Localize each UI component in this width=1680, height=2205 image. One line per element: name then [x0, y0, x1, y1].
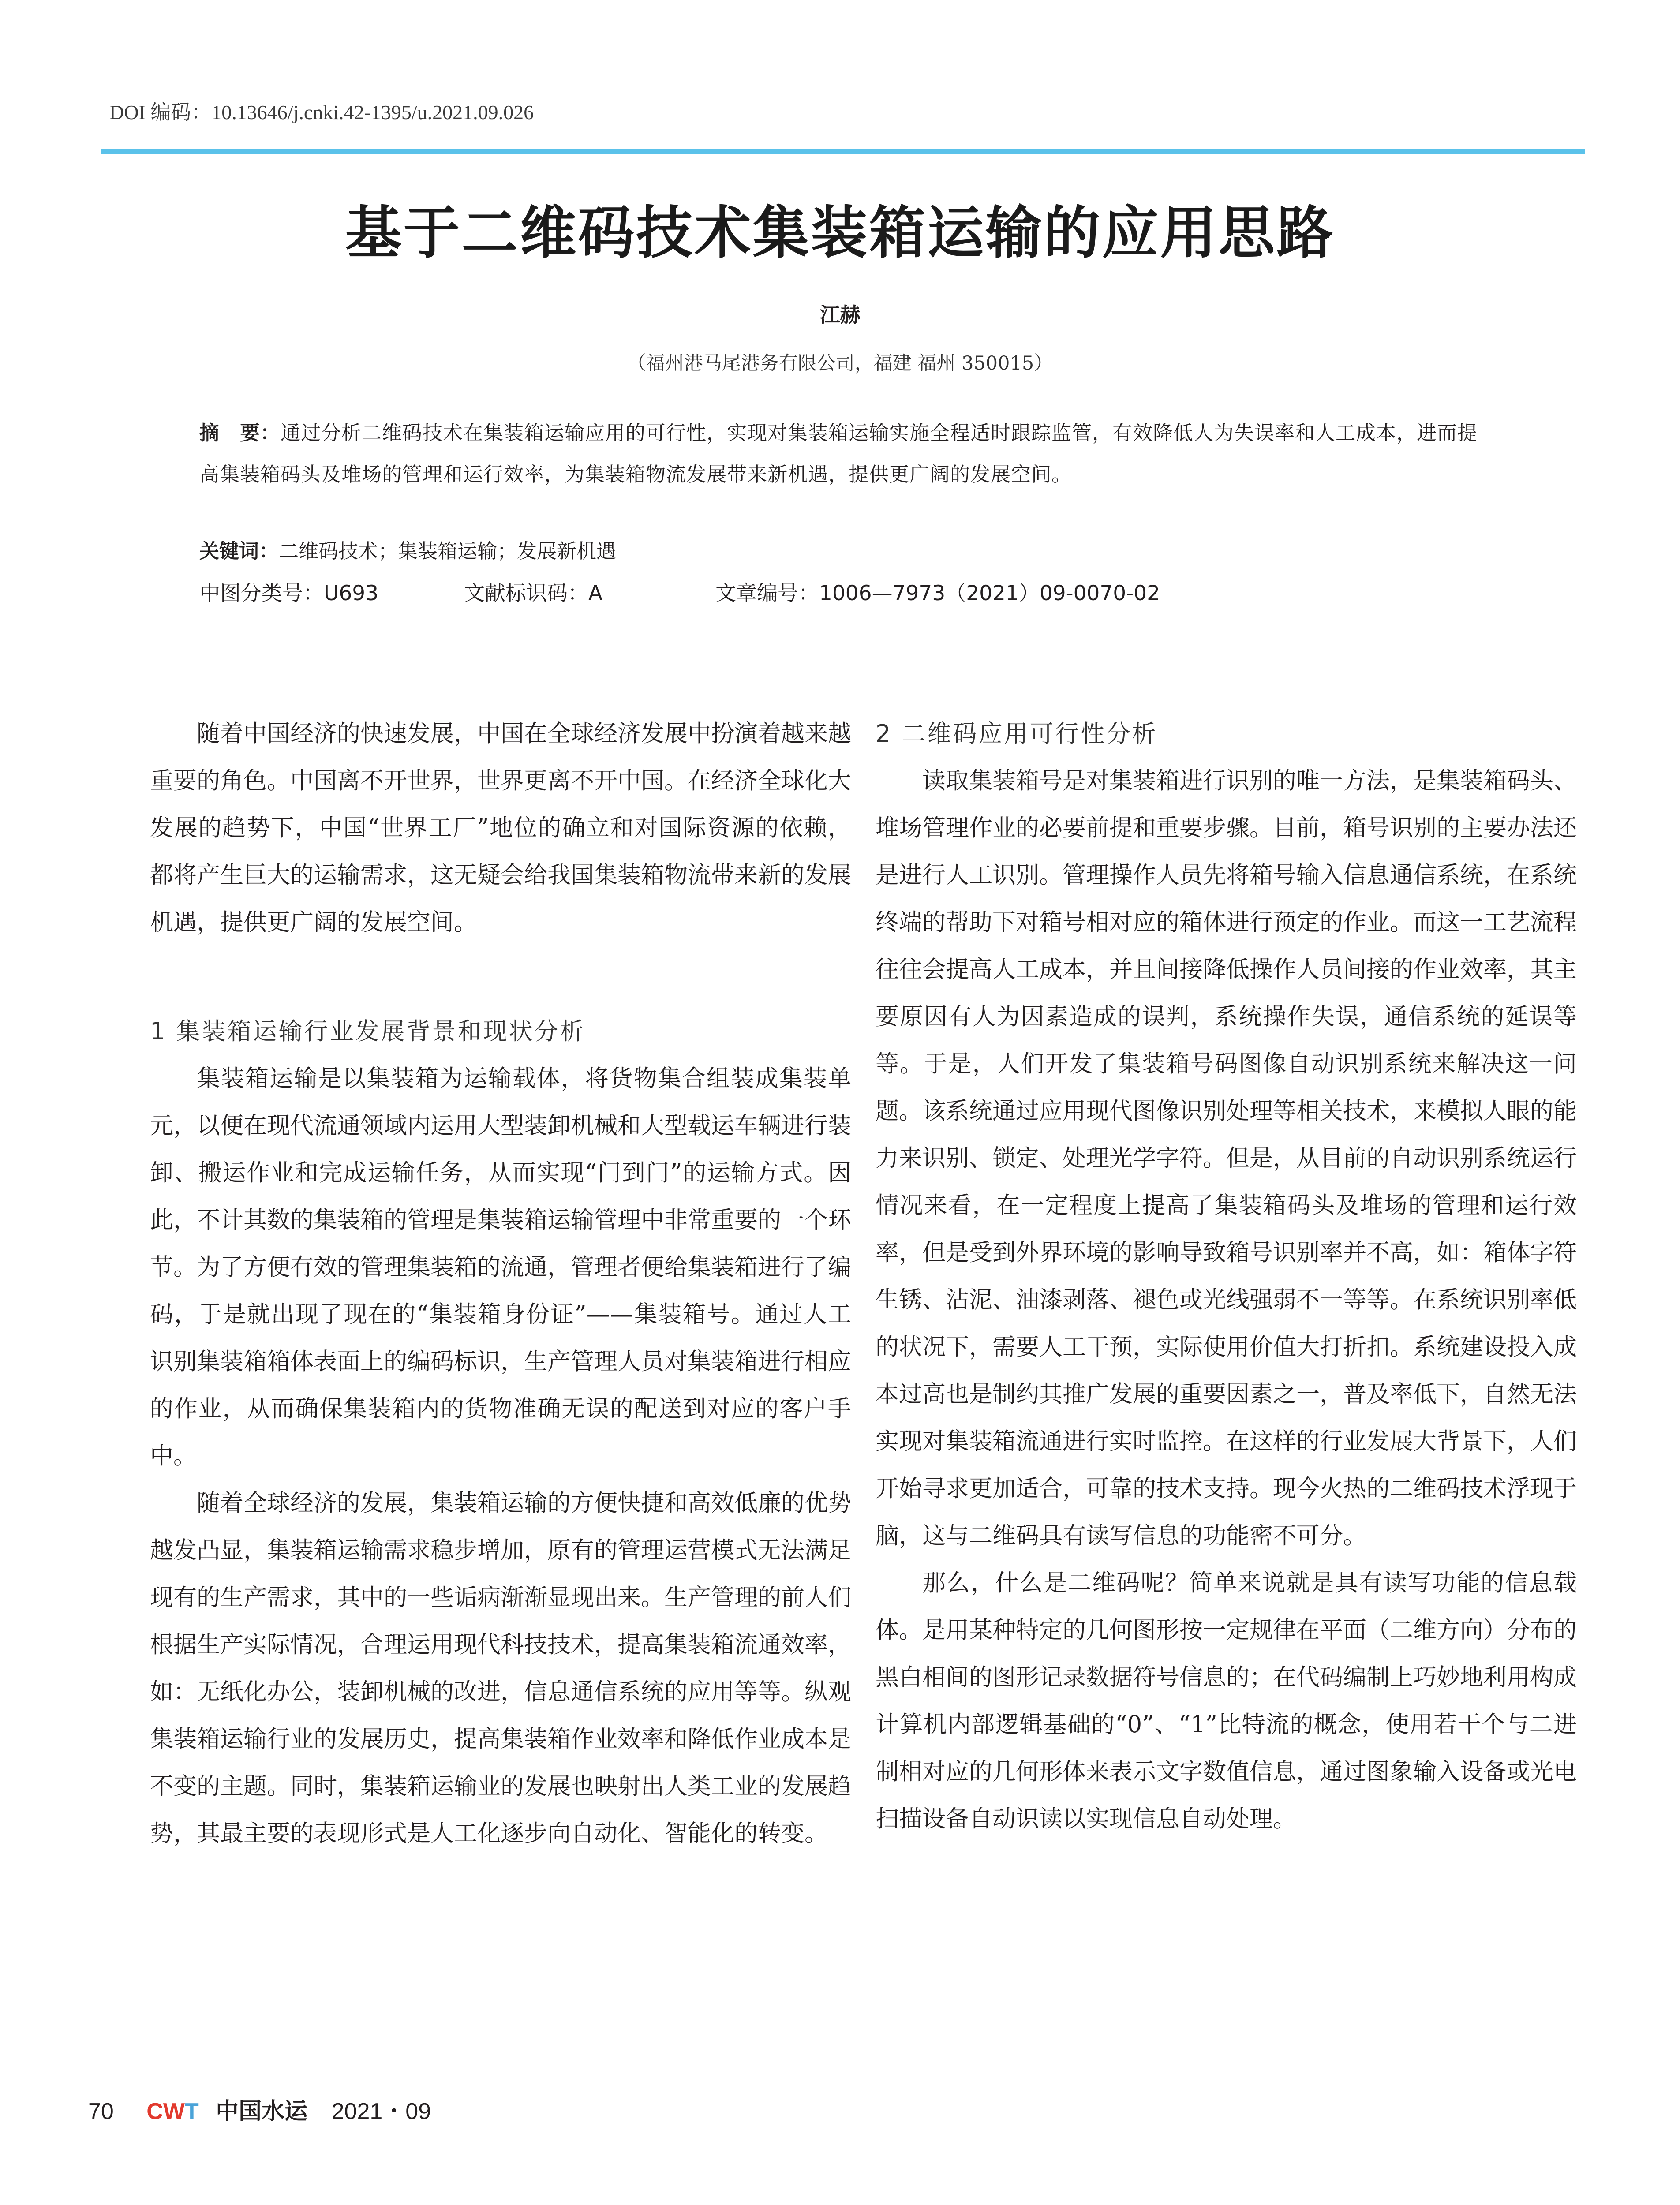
abstract-text: 通过分析二维码技术在集装箱运输应用的可行性，实现对集装箱运输实施全程适时跟踪监管，有效降低人为失误率和人工成本，进而提高集装箱码头及堆场的管理和运行效率，为集装箱物流发展带来新机遇，提供更广阔的发展空间。 [199, 421, 1478, 486]
keywords-line [199, 535, 616, 564]
left-column [150, 710, 851, 1857]
header-rule [101, 149, 1585, 154]
magazine-logo-t: T [184, 2099, 199, 2124]
keywords-text: 二维码技术；集装箱运输；发展新机遇 [279, 539, 617, 563]
intro-paragraph: 随着中国经济的快速发展，中国在全球经济发展中扮演着越来越重要的角色。中国离不开世界，世界更离不开中国。在经济全球化大发展的趋势下，中国“世界工厂”地位的确立和对国际资源的依赖，都将产生巨大的运输需求，这无疑会给我国集装箱物流带来新的发展机遇，提供更广阔的发展空间。 [150, 720, 851, 936]
affiliation: （福州港马尾港务有限公司，福建 福州 350015） [627, 352, 1053, 374]
doi-line: DOI 编码：10.13646/j.cnki.42-1395/u.2021.09.026 [109, 101, 534, 123]
section-2-paragraph-2: 那么，什么是二维码呢？简单来说就是具有读写功能的信息载体。是用某种特定的几何图形按一定规律在平面（二维方向）分布的黑白相间的图形记录数据符号信息的；在代码编制上巧妙地利用构成计算机内部逻辑基础的“0”、“1”比特流的概念，使用若干个与二进制相对应的几何形体来表示文字数值信息，通过图象输入设备或光电扫描设备自动识读以实现信息自动处理。 [876, 1570, 1577, 1832]
class-number: 中图分类号：U693 [199, 581, 379, 605]
section-2-paragraph-1: 读取集装箱号是对集装箱进行识别的唯一方法，是集装箱码头、堆场管理作业的必要前提和重要步骤。目前，箱号识别的主要办法还是进行人工识别。管理操作人员先将箱号输入信息通信系统，在系统终端的帮助下对箱号相对应的箱体进行预定的作业。而这一工艺流程往往会提高人工成本，并且间接降低操作人员间接的作业效率，其主要原因有人为因素造成的误判，系统操作失误，通信系统的延误等等。于是，人们开发了集装箱号码图像自动识别系统来解决这一问题。该系统通过应用现代图像识别处理等相关技术，来模拟人眼的能力来识别、锁定、处理光学字符。但是，从目前的自动识别系统运行情况来看，在一定程度上提高了集装箱码头及堆场的管理和运行效率，但是受到外界环境的影响导致箱号识别率并不高，如：箱体字符生锈、沾泥、油漆剥落、褪色或光线强弱不一等等。在系统识别率低的状况下，需要人工干预，实际使用价值大打折扣。系统建设投入成本过高也是制约其推广发展的重要因素之一，普及率低下，自然无法实现对集装箱流通进行实时监控。在这样的行业发展大背景下，人们开始寻求更加适合，可靠的技术支持。现今火热的二维码技术浮现于脑，这与二维码具有读写信息的功能密不可分。 [876, 767, 1577, 1549]
keywords-label: 关键词： [199, 539, 279, 563]
magazine-name: 中国水运 [216, 2098, 308, 2125]
doc-code: 文献标识码：A [464, 581, 603, 605]
page-footer [88, 2093, 431, 2126]
section-1-paragraph-1: 集装箱运输是以集装箱为运输载体，将货物集合组装成集装单元，以便在现代流通领域内运用大型装卸机械和大型载运车辆进行装卸、搬运作业和完成运输任务，从而实现“门到门”的运输方式。因此，不计其数的集装箱的管理是集装箱运输管理中非常重要的一个环节。为了方便有效的管理集装箱的流通，管理者便给集装箱进行了编码，于是就出现了现在的“集装箱身份证”——集装箱号。通过人工识别集装箱箱体表面上的编码标识，生产管理人员对集装箱进行相应的作业，从而确保集装箱内的货物准确无误的配送到对应的客户手中。 [150, 1065, 851, 1469]
article-title: 基于二维码技术集装箱运输的应用思路 [345, 200, 1335, 266]
abstract-label: 摘 要： [199, 421, 281, 445]
abstract-block [199, 412, 1496, 495]
article-number: 文章编号：1006—7973（2021）09-0070-02 [715, 581, 1160, 605]
author-name: 江赫 [819, 303, 861, 327]
issue-date: 2021・09 [331, 2099, 431, 2124]
right-column [876, 710, 1577, 1842]
section-1-paragraph-2: 随着全球经济的发展，集装箱运输的方便快捷和高效低廉的优势越发凸显，集装箱运输需求稳步增加，原有的管理运营模式无法满足现有的生产需求，其中的一些诟病渐渐显现出来。生产管理的前人们根据生产实际情况，合理运用现代科技技术，提高集装箱流通效率，如：无纸化办公，装卸机械的改进，信息通信系统的应用等等。纵观集装箱运输行业的发展历史，提高集装箱作业效率和降低作业成本是不变的主题。同时，集装箱运输业的发展也映射出人类工业的发展趋势，其最主要的表现形式是人工化逐步向自动化、智能化的转变。 [150, 1490, 851, 1847]
section-2-heading: 2 二维码应用可行性分析 [876, 720, 1158, 747]
magazine-logo-cw: CW [146, 2099, 185, 2124]
page-number: 70 [88, 2099, 114, 2124]
section-1-heading: 1 集装箱运输行业发展背景和现状分析 [150, 1017, 586, 1045]
